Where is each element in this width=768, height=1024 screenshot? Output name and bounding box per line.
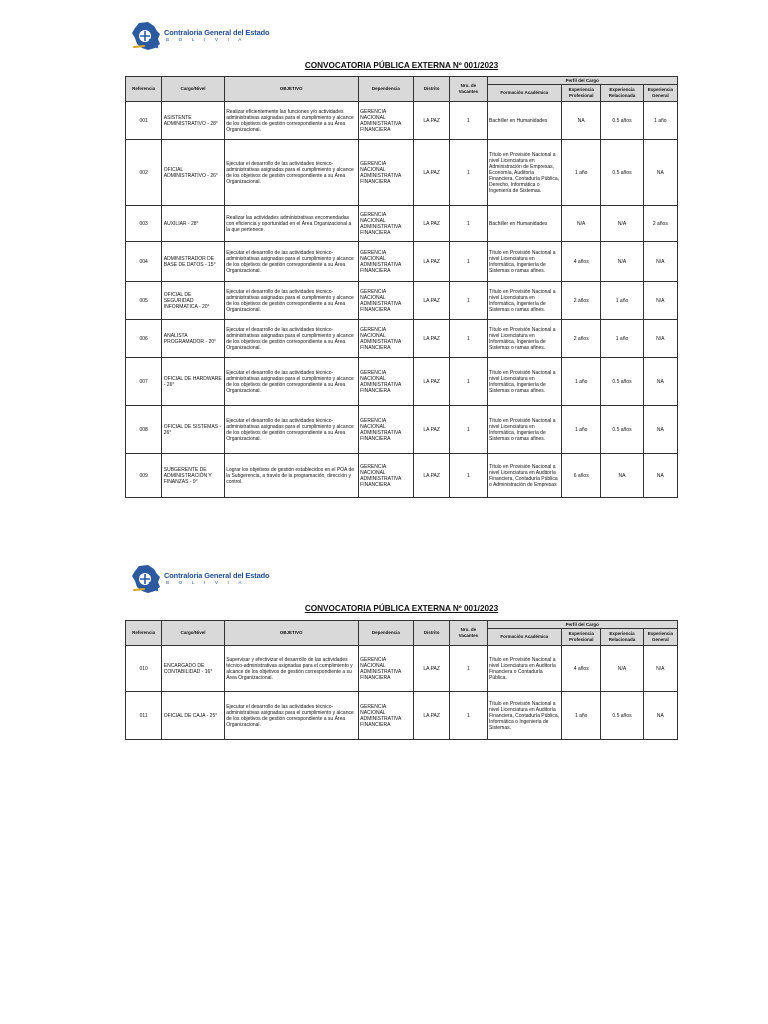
cell-dependencia: GERENCIA NACIONAL ADMINISTRATIVA FINANCIERA (358, 140, 413, 206)
table-row (126, 102, 678, 140)
cell-distrito: LA PAZ (414, 646, 450, 692)
table-row (126, 140, 678, 206)
cell-exp-relacionada: 0.5 años (601, 140, 643, 206)
cell-formacion: Título en Provisión Nacional a nivel Licenciatura en Auditoría Financiera o Contaduría Pública. (487, 646, 562, 692)
cell-exp-relacionada: 0.5 años (601, 406, 643, 454)
cell-formacion: Título en Provisión Nacional a nivel Licenciatura en Informática, Ingeniería de Sistemas o ramas afines. (487, 358, 562, 406)
table-row (126, 320, 678, 358)
col-referencia: Referencia (126, 621, 162, 646)
col-vacantes: Nro. de Vacantes (450, 621, 487, 646)
cell-distrito: LA PAZ (414, 692, 450, 740)
cell-exp-profesional: 1 año (562, 692, 601, 740)
cell-exp-profesional: 6 años (562, 454, 601, 498)
cell-formacion: Título en Provisión Nacional a nivel Licenciatura en Informática, Ingeniería de Sistemas o ramas afines. (487, 282, 562, 320)
cell-cargo: ENCARGADO DE CONTABILIDAD - 16° (162, 646, 224, 692)
cell-objetivo: Ejecutar el desarrollo de las actividades técnico-administrativas asignadas para el cumplimiento y alcance de los objetivos de gestión correspondiente a su Área Organizacional. (224, 406, 358, 454)
country-name: BOLIVIA (166, 580, 252, 585)
cell-objetivo: Ejecutar el desarrollo de las actividades técnico-administrativas asignadas para el cumplimiento y alcance de los objetivos de gestión correspondiente a su Área Organizacional. (224, 320, 358, 358)
page-title: CONVOCATORIA PÚBLICA EXTERNA Nº 001/2023 (304, 61, 499, 70)
cell-exp-general: N/A (643, 646, 677, 692)
cell-exp-relacionada: 1 año (601, 320, 643, 358)
cell-exp-general: NA (643, 454, 677, 498)
table-row (126, 358, 678, 406)
cell-cargo: OFICIAL DE HARDWARE - 26° (162, 358, 224, 406)
cell-vacantes: 1 (450, 454, 487, 498)
col-distrito: Distrito (414, 621, 450, 646)
col-dependencia: Dependencia (358, 77, 413, 102)
cell-exp-relacionada: 0.5 años (601, 358, 643, 406)
col-formacion: Formación Académica (487, 85, 562, 102)
col-perfil: Perfil del Cargo (487, 77, 677, 85)
cell-dependencia: GERENCIA NACIONAL ADMINISTRATIVA FINANCIERA (358, 206, 413, 242)
bolivia-map-icon (130, 563, 162, 595)
cell-exp-relacionada: 0.5 años (601, 102, 643, 140)
cell-vacantes: 1 (450, 358, 487, 406)
cell-objetivo: Ejecutar el desarrollo de las actividades técnico-administrativas asignadas para el cumplimiento y alcance de los objetivos de gestión correspondiente a su Área Organizacional. (224, 282, 358, 320)
cell-referencia: 008 (126, 406, 162, 454)
cell-distrito: LA PAZ (414, 320, 450, 358)
vacancies-table (125, 620, 678, 740)
cell-cargo: ANALISTA PROGRAMADOR - 20° (162, 320, 224, 358)
cell-exp-profesional: 1 año (562, 140, 601, 206)
cell-distrito: LA PAZ (414, 140, 450, 206)
cell-exp-general: N/A (643, 320, 677, 358)
col-perfil: Perfil del Cargo (487, 621, 677, 629)
table-row (126, 206, 678, 242)
cell-referencia: 003 (126, 206, 162, 242)
cell-exp-general: 2 años (643, 206, 677, 242)
cell-vacantes: 1 (450, 646, 487, 692)
cell-objetivo: Realizar eficientemente las funciones y/o actividades administrativas asignadas para el cumplimiento y alcance de los objetivos de gestión correspondiente a su Área Organizacional. (224, 102, 358, 140)
cell-cargo: OFICIAL DE SEGURIDAD INFORMATICA - 20° (162, 282, 224, 320)
cell-exp-profesional: 2 años (562, 320, 601, 358)
cge-logo (130, 563, 280, 597)
cell-exp-profesional: N/A (562, 206, 601, 242)
cell-exp-relacionada: N/A (601, 242, 643, 282)
page-title: CONVOCATORIA PÚBLICA EXTERNA Nº 001/2023 (304, 604, 499, 613)
cell-exp-relacionada: 0.5 años (601, 692, 643, 740)
cell-exp-profesional: 2 años (562, 282, 601, 320)
cell-dependencia: GERENCIA NACIONAL ADMINISTRATIVA FINANCIERA (358, 282, 413, 320)
cell-referencia: 010 (126, 646, 162, 692)
cell-distrito: LA PAZ (414, 406, 450, 454)
cell-exp-general: NA (643, 692, 677, 740)
col-objetivo: OBJETIVO (224, 77, 358, 102)
cell-dependencia: GERENCIA NACIONAL ADMINISTRATIVA FINANCIERA (358, 358, 413, 406)
col-exp-relacionada: Experiencia Relacionada (601, 85, 643, 102)
cell-exp-general: NA (643, 406, 677, 454)
col-distrito: Distrito (414, 77, 450, 102)
cell-distrito: LA PAZ (414, 206, 450, 242)
cell-formacion: Título en Provisión Nacional a nivel Licenciatura en Informática, Ingeniería de Sistemas o ramas afines. (487, 406, 562, 454)
col-referencia: Referencia (126, 77, 162, 102)
table-row (126, 646, 678, 692)
cell-objetivo: Realizar las actividades administrativas encomendadas con eficiencia y oportunidad en el Área Organizacional a la que pertenece. (224, 206, 358, 242)
cell-vacantes: 1 (450, 282, 487, 320)
cell-referencia: 005 (126, 282, 162, 320)
cell-objetivo: Ejecutar el desarrollo de las actividades técnico-administrativas asignadas para el cumplimiento y alcance de los objetivos de gestión correspondiente a su Área Organizacional. (224, 358, 358, 406)
cell-distrito: LA PAZ (414, 358, 450, 406)
cell-vacantes: 1 (450, 320, 487, 358)
cell-exp-relacionada: 1 año (601, 282, 643, 320)
cell-cargo: ASISTENTE ADMINISTRATIVO - 28° (162, 102, 224, 140)
cell-vacantes: 1 (450, 102, 487, 140)
col-exp-general: Experiencia General (643, 85, 677, 102)
cell-exp-profesional: 1 año (562, 406, 601, 454)
cell-exp-general: 1 año (643, 102, 677, 140)
cell-exp-general: NA (643, 140, 677, 206)
cell-referencia: 007 (126, 358, 162, 406)
cell-cargo: ADMINISTRADOR DE BASE DE DATOS - 15° (162, 242, 224, 282)
cell-distrito: LA PAZ (414, 454, 450, 498)
cell-formacion: Título en Provisión Nacional a nivel Licenciatura en Informática, Ingeniería de Sistemas o ramas afines. (487, 320, 562, 358)
cell-referencia: 006 (126, 320, 162, 358)
col-exp-relacionada: Experiencia Relacionada (601, 629, 643, 646)
cell-formacion: Título en Provisión Nacional a nivel Licenciatura en Auditoría Financiera, Contaduría Pública, Informática o Ingeniería de Sistemas. (487, 692, 562, 740)
bolivia-map-icon (130, 20, 162, 52)
table-row (126, 692, 678, 740)
cell-vacantes: 1 (450, 406, 487, 454)
col-cargo: Cargo/Nivel (162, 621, 224, 646)
table-row (126, 454, 678, 498)
country-name: BOLIVIA (166, 37, 252, 42)
cell-cargo: AUXILIAR - 28° (162, 206, 224, 242)
org-name: Contraloria General del Estado (164, 571, 270, 580)
cell-dependencia: GERENCIA NACIONAL ADMINISTRATIVA FINANCIERA (358, 692, 413, 740)
table-row (126, 406, 678, 454)
cell-dependencia: GERENCIA NACIONAL ADMINISTRATIVA FINANCIERA (358, 242, 413, 282)
col-exp-profesional: Experiencia Profesional (562, 85, 601, 102)
cell-vacantes: 1 (450, 692, 487, 740)
cell-formacion: Título en Provisión Nacional a nivel Licenciatura en Informática, Ingeniería de Sistemas o ramas afines. (487, 242, 562, 282)
cell-formacion: Título en Provisión Nacional a nivel Licenciatura en Auditoría Financiera, Contaduría Pública o Administración de Empresas (487, 454, 562, 498)
col-exp-profesional: Experiencia Profesional (562, 629, 601, 646)
cell-referencia: 002 (126, 140, 162, 206)
cell-exp-general: N/A (643, 242, 677, 282)
cell-referencia: 004 (126, 242, 162, 282)
cell-cargo: OFICIAL DE SISTEMAS - 26° (162, 406, 224, 454)
col-exp-general: Experiencia General (643, 629, 677, 646)
table-row (126, 242, 678, 282)
cell-formacion: Bachiller en Humanidades (487, 102, 562, 140)
cell-formacion: Título en Provisión Nacional a nivel Licenciatura en Administración de Empresas, Economía, Auditoría Financiera, Contaduría Pública, Derecho, Informática o Ingeniería de Sistemas. (487, 140, 562, 206)
cell-referencia: 001 (126, 102, 162, 140)
cell-cargo: OFICIAL DE CAJA - 25° (162, 692, 224, 740)
cell-referencia: 009 (126, 454, 162, 498)
cell-dependencia: GERENCIA NACIONAL ADMINISTRATIVA FINANCIERA (358, 646, 413, 692)
cell-objetivo: Ejecutar el desarrollo de las actividades técnico-administrativas asignadas para el cumplimiento y alcance de los objetivos de gestión correspondiente a su Área Organizacional. (224, 692, 358, 740)
cell-exp-profesional: 4 años (562, 242, 601, 282)
cell-distrito: LA PAZ (414, 242, 450, 282)
col-objetivo: OBJETIVO (224, 621, 358, 646)
cell-distrito: LA PAZ (414, 282, 450, 320)
cell-cargo: OFICIAL ADMINISTRATIVO - 26° (162, 140, 224, 206)
cell-exp-relacionada: NA (601, 454, 643, 498)
cell-vacantes: 1 (450, 242, 487, 282)
cell-dependencia: GERENCIA NACIONAL ADMINISTRATIVA FINANCIERA (358, 320, 413, 358)
cell-exp-profesional: 4 años (562, 646, 601, 692)
cell-distrito: LA PAZ (414, 102, 450, 140)
cge-logo (130, 20, 280, 54)
col-formacion: Formación Académica (487, 629, 562, 646)
cell-objetivo: Supervisar y efectivizar el desarrollo de las actividades técnico-administrativas asignadas para el cumplimiento y alcance de los objetivos de gestión correspondiente a su Área Organizacional. (224, 646, 358, 692)
vacancies-table (125, 76, 678, 498)
table-row (126, 282, 678, 320)
cell-exp-profesional: NA (562, 102, 601, 140)
cell-objetivo: Lograr los objetivos de gestión establecidos en el POA de la Subgerencia, a través de la programación, dirección y control. (224, 454, 358, 498)
cell-dependencia: GERENCIA NACIONAL ADMINISTRATIVA FINANCIERA (358, 102, 413, 140)
cell-exp-relacionada: N/A (601, 646, 643, 692)
cell-exp-profesional: 1 año (562, 358, 601, 406)
org-name: Contraloria General del Estado (164, 28, 270, 37)
cell-vacantes: 1 (450, 206, 487, 242)
col-dependencia: Dependencia (358, 621, 413, 646)
col-vacantes: Nro. de Vacantes (450, 77, 487, 102)
cell-exp-general: N/A (643, 282, 677, 320)
cell-objetivo: Ejecutar el desarrollo de las actividades técnico-administrativas asignadas para el cumplimiento y alcance de los objetivos de gestión correspondiente a su Área Organizacional. (224, 242, 358, 282)
cell-cargo: SUBGERENTE DE ADMINISTRACIÓN Y FINANZAS - 9° (162, 454, 224, 498)
cell-referencia: 011 (126, 692, 162, 740)
cell-exp-relacionada: N/A (601, 206, 643, 242)
cell-dependencia: GERENCIA NACIONAL ADMINISTRATIVA FINANCIERA (358, 454, 413, 498)
cell-dependencia: GERENCIA NACIONAL ADMINISTRATIVA FINANCIERA (358, 406, 413, 454)
cell-vacantes: 1 (450, 140, 487, 206)
cell-exp-general: NA (643, 358, 677, 406)
col-cargo: Cargo/Nivel (162, 77, 224, 102)
cell-formacion: Bachiller en Humanidades (487, 206, 562, 242)
cell-objetivo: Ejecutar el desarrollo de las actividades técnico-administrativas asignadas para el cumplimiento y alcance de los objetivos de gestión correspondiente a su Área Organizacional. (224, 140, 358, 206)
